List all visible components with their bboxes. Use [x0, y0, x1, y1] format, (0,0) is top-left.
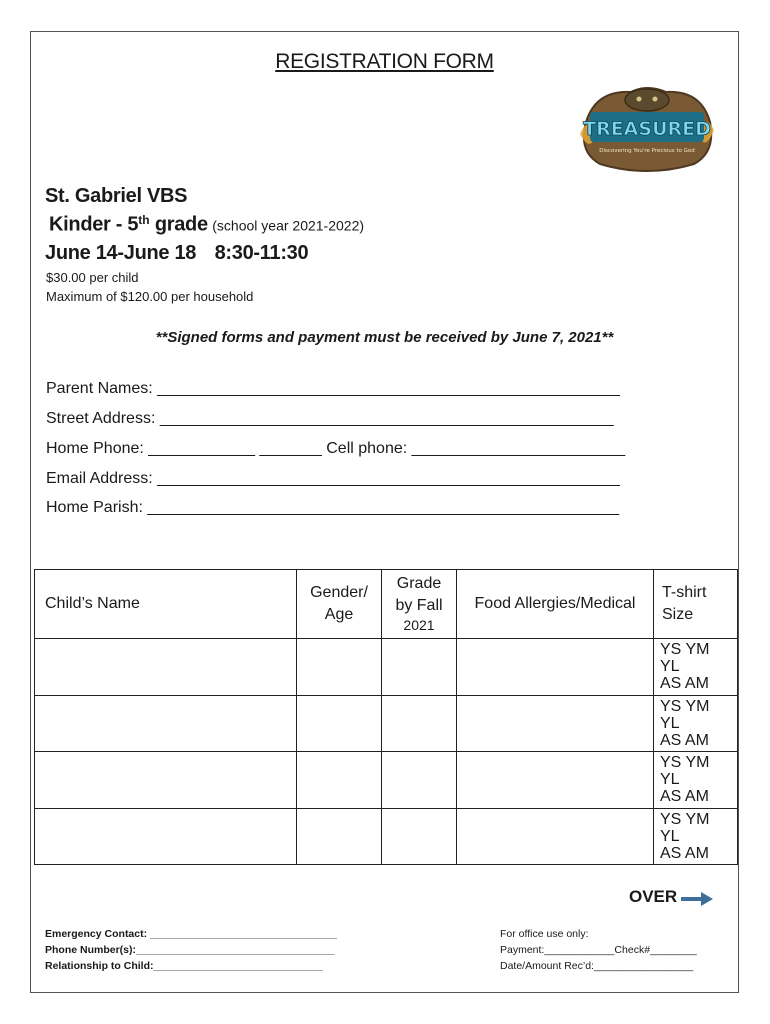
- size-option-yl[interactable]: YL: [660, 771, 680, 788]
- grade-cell[interactable]: [382, 752, 457, 809]
- size-option-as-am[interactable]: AS AM: [660, 675, 709, 692]
- header-grade: [382, 570, 457, 639]
- size-option-ys-ym[interactable]: YS YM: [660, 754, 710, 771]
- child-name-cell[interactable]: [35, 752, 297, 809]
- gender-age-cell[interactable]: [297, 695, 382, 752]
- relationship-field[interactable]: Relationship to Child:_____________________________: [45, 960, 323, 972]
- header-age-label: Age: [324, 606, 354, 623]
- size-option-as-am[interactable]: AS AM: [660, 731, 709, 749]
- child-name-cell[interactable]: [35, 639, 297, 696]
- household-maximum: Maximum of $120.00 per household: [46, 289, 254, 304]
- child-name-cell[interactable]: [35, 808, 297, 865]
- size-option-ys-ym[interactable]: YS YM: [660, 641, 710, 658]
- event-grades: [49, 213, 364, 236]
- grades-superscript: th: [138, 213, 150, 227]
- street-address-field[interactable]: Street Address: ___________________________________________________: [46, 410, 614, 427]
- home-parish-field[interactable]: Home Parish: _____________________________________________________: [46, 499, 619, 516]
- header-tshirt-l2: Size: [662, 606, 694, 623]
- table-header-row: [35, 570, 738, 639]
- allergies-cell[interactable]: [457, 695, 654, 752]
- header-allergies: Food Allergies/Medical: [457, 570, 654, 639]
- allergies-cell[interactable]: [457, 808, 654, 865]
- child-name-cell[interactable]: [35, 695, 297, 752]
- grades-range: Kinder - 5: [49, 213, 139, 236]
- size-option-yl[interactable]: YL: [660, 714, 680, 732]
- gender-age-cell[interactable]: [297, 752, 382, 809]
- gender-age-cell[interactable]: [297, 639, 382, 696]
- size-option-as-am[interactable]: AS AM: [660, 844, 709, 862]
- allergies-cell[interactable]: [457, 752, 654, 809]
- size-option-yl[interactable]: YL: [660, 827, 680, 845]
- event-schedule: [45, 242, 308, 265]
- table-row: [35, 752, 738, 809]
- tshirt-size-cell[interactable]: [654, 695, 738, 752]
- gender-age-cell[interactable]: [297, 808, 382, 865]
- event-name: St. Gabriel VBS: [45, 185, 188, 207]
- table-row: [35, 808, 738, 865]
- email-field[interactable]: Email Address: ____________________________________________________: [46, 470, 620, 487]
- deadline-notice: **Signed forms and payment must be received by June 7, 2021**: [155, 329, 614, 346]
- office-use-label: For office use only:: [500, 928, 589, 940]
- office-use-section: [500, 926, 697, 974]
- tshirt-size-cell[interactable]: [654, 639, 738, 696]
- header-tshirt-l1: T-shirt: [662, 584, 707, 602]
- children-table: [34, 569, 738, 865]
- phone-numbers-field[interactable]: Phone Number(s):__________________________________: [45, 944, 335, 956]
- grade-cell[interactable]: [382, 808, 457, 865]
- allergies-cell[interactable]: [457, 639, 654, 696]
- grade-cell[interactable]: [382, 639, 457, 696]
- parent-names-field[interactable]: Parent Names: ____________________________________________________: [46, 380, 620, 397]
- event-times: 8:30-11:30: [214, 242, 309, 264]
- tshirt-size-cell[interactable]: [654, 808, 738, 865]
- event-dates: June 14-June 18: [45, 242, 197, 264]
- logo-text: TREASURED: [583, 118, 711, 140]
- over-label: OVER: [629, 887, 678, 906]
- arrow-right-icon: [681, 892, 713, 906]
- grades-word: grade: [149, 213, 208, 236]
- header-grade-l2: by Fall: [395, 596, 443, 614]
- size-option-yl[interactable]: YL: [660, 658, 680, 675]
- date-amount-field: Date/Amount Rec’d:_________________: [500, 960, 694, 972]
- header-grade-l3: 2021: [403, 617, 435, 634]
- emergency-section: [45, 926, 337, 974]
- grade-cell[interactable]: [382, 695, 457, 752]
- size-option-as-am[interactable]: AS AM: [660, 788, 709, 805]
- logo-tagline: Discovering You're Precious to God: [599, 148, 695, 154]
- tshirt-size-cell[interactable]: [654, 752, 738, 809]
- size-option-ys-ym[interactable]: YS YM: [660, 810, 710, 828]
- phone-field[interactable]: Home Phone: ____________ _______ Cell phone: ________________________: [46, 440, 626, 457]
- emergency-contact-field[interactable]: Emergency Contact: ________________________________: [45, 928, 337, 940]
- header-gender-label: Gender/: [310, 584, 368, 602]
- form-title: REGISTRATION FORM: [275, 50, 494, 73]
- treasured-logo: [576, 82, 718, 178]
- registration-form-page: [30, 31, 739, 993]
- header-tshirt: [654, 570, 738, 639]
- school-year: (school year 2021-2022): [212, 217, 365, 234]
- payment-field: Payment:____________Check#________: [500, 944, 697, 956]
- header-grade-l1: Grade: [396, 574, 442, 592]
- table-row: [35, 639, 738, 696]
- price-per-child: $30.00 per child: [46, 270, 139, 285]
- table-row: [35, 695, 738, 752]
- header-child-name: Child’s Name: [35, 570, 297, 639]
- size-option-ys-ym[interactable]: YS YM: [660, 697, 710, 715]
- header-gender-age: [297, 570, 382, 639]
